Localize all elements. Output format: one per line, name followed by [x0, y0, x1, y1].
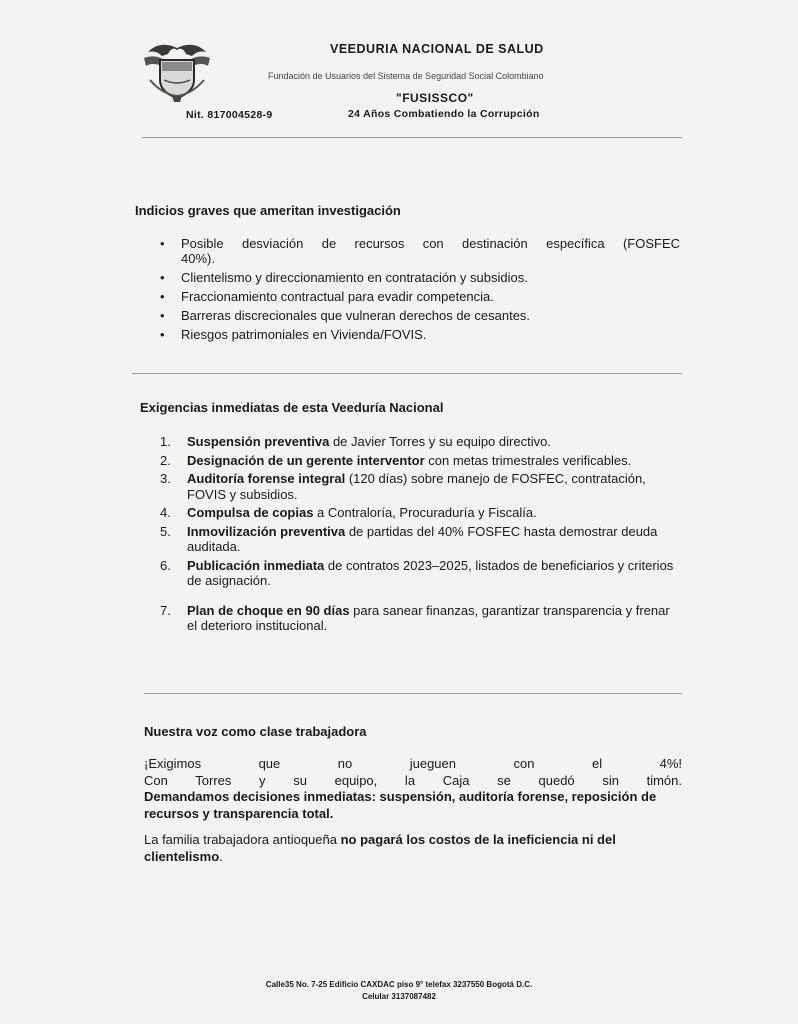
- section-divider: [132, 373, 682, 374]
- list-item: • Riesgos patrimoniales en Vivienda/FOVIS.: [160, 327, 680, 342]
- paragraph: La familia trabajadora antioqueña no pagará los costos de la ineficiencia ni del clientelismo.: [144, 832, 616, 864]
- list-item: 2. Designación de un gerente interventor con metas trimestrales verificables.: [160, 452, 632, 468]
- paragraph-bold: Demandamos decisiones inmediatas: suspensión, auditoría forense, reposición de recursos y transparencia total.: [144, 789, 657, 821]
- list-item: 6. Publicación inmediata de contratos 2023–2025, listados de beneficiarios y criterios de asignación.: [160, 557, 674, 588]
- exigencias-list: [160, 434, 682, 637]
- foundation-name: Fundación de Usuarios del Sistema de Seguridad Social Colombiano: [268, 71, 544, 81]
- list-item: 1. Suspensión preventiva de Javier Torres y su equipo directivo.: [160, 434, 551, 449]
- nuestra-voz-text: [144, 756, 682, 865]
- organization-acronym: "FUSISSCO": [396, 91, 474, 105]
- paragraph-line: ¡Exigimos que no jueguen con el 4%!: [144, 756, 682, 771]
- list-item: • Posible desviación de recursos con destinación específica (FOSFEC 40%).: [160, 236, 680, 266]
- organization-motto: 24 Años Combatiendo la Corrupción: [348, 108, 540, 120]
- footer-phone: Celular 3137087482: [362, 992, 436, 1001]
- list-item: • Clientelismo y direccionamiento en contratación y subsidios.: [160, 270, 680, 285]
- section-heading-exigencias: Exigencias inmediatas de esta Veeduría Nacional: [140, 400, 444, 415]
- nit-number: Nit. 817004528-9: [186, 109, 273, 121]
- list-item: • Fraccionamiento contractual para evadir competencia.: [160, 289, 680, 304]
- section-divider: [144, 693, 682, 694]
- footer-address: Calle35 No. 7-25 Edificio CAXDAC piso 9° telefax 3237550 Bogotá D.C.: [265, 980, 533, 989]
- list-item: 4. Compulsa de copias a Contraloría, Procuraduría y Fiscalía.: [160, 505, 537, 520]
- indicios-list: [160, 236, 680, 346]
- organization-name: VEEDURIA NACIONAL DE SALUD: [330, 42, 544, 56]
- list-item: 5. Inmovilización preventiva de partidas del 40% FOSFEC hasta demostrar deuda auditada.: [160, 523, 658, 554]
- section-heading-nuestra-voz: Nuestra voz como clase trabajadora: [144, 724, 367, 739]
- list-item: • Barreras discrecionales que vulneran derechos de cesantes.: [160, 308, 680, 323]
- list-item: 3. Auditoría forense integral (120 días) sobre manejo de FOSFEC, contratación, FOVIS y subsidios.: [160, 471, 646, 502]
- coat-of-arms-icon: [142, 36, 212, 102]
- header-divider: [142, 137, 682, 138]
- section-heading-indicios: Indicios graves que ameritan investigación: [135, 203, 401, 218]
- paragraph-line: Con Torres y su equipo, la Caja se quedó sin timón.: [144, 772, 682, 788]
- list-item: 7. Plan de choque en 90 días para sanear finanzas, garantizar transparencia y frenar el deterioro institucional.: [160, 602, 670, 633]
